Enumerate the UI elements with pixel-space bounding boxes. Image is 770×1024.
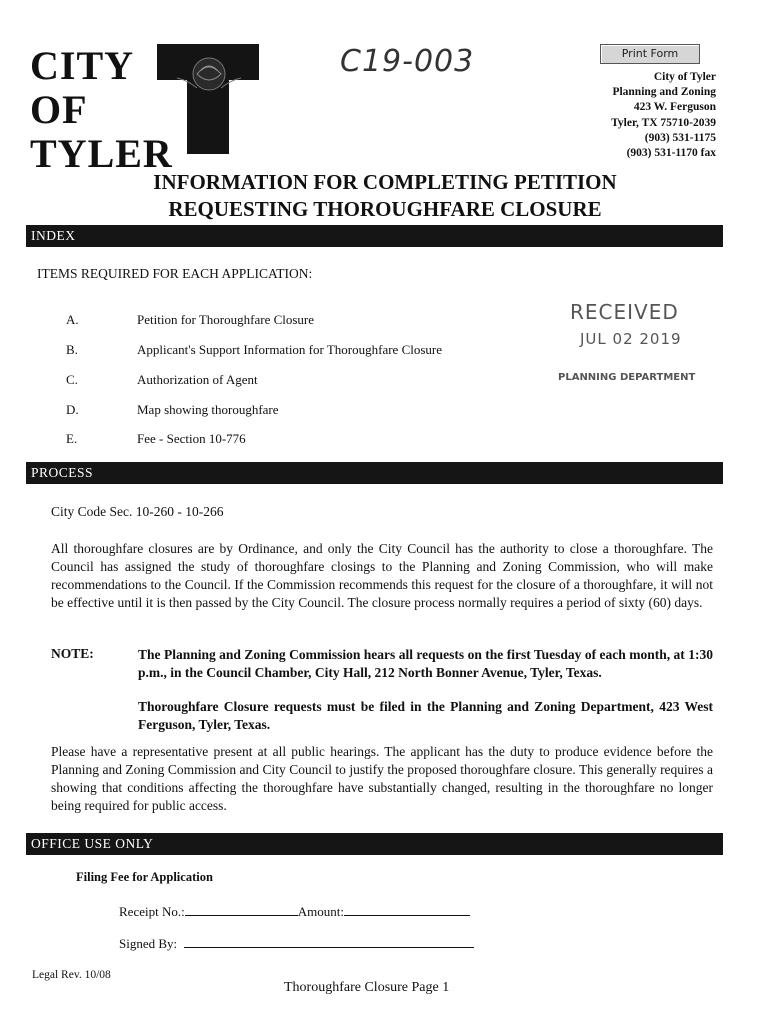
city-address-block: [611, 70, 716, 161]
tyler-word: TYLER: [30, 131, 173, 176]
address-line: (903) 531-1175: [644, 131, 716, 144]
city-word: CITY: [30, 43, 135, 88]
note-filing-location: Thoroughfare Closure requests must be filed in the Planning and Zoning Department, 423 West Ferguson, Tyler, Texas.: [138, 699, 713, 732]
signed-by-label: Signed By:: [119, 936, 178, 951]
item-letter: E.: [66, 431, 78, 446]
receipt-row: [119, 902, 470, 921]
item-text: Fee - Section 10-776: [137, 431, 246, 446]
signed-row: [119, 934, 474, 953]
filing-fee-heading: Filing Fee for Application: [76, 870, 213, 884]
page-footer: Thoroughfare Closure Page 1: [284, 980, 450, 995]
legal-revision: Legal Rev. 10/08: [32, 969, 111, 981]
city-t-rose-logo: [157, 44, 259, 154]
handwritten-case-number: C19-003: [340, 44, 475, 79]
process-section-bar: PROCESS: [26, 462, 723, 484]
city-code-reference: City Code Sec. 10-260 - 10-266: [51, 504, 224, 519]
received-stamp-date: JUL 02 2019: [580, 330, 682, 348]
receipt-label: Receipt No.:: [119, 904, 185, 919]
print-form-button[interactable]: Print Form: [600, 44, 700, 64]
address-line: 423 W. Ferguson: [633, 101, 716, 114]
address-line: (903) 531-1170 fax: [626, 147, 716, 160]
amount-label: Amount:: [297, 904, 344, 919]
amount-field[interactable]: [344, 902, 470, 916]
items-required-heading: ITEMS REQUIRED FOR EACH APPLICATION:: [37, 266, 313, 281]
of-word: OF: [30, 87, 88, 132]
item-text: Applicant's Support Information for Thoroughfare Closure: [137, 342, 443, 357]
signed-by-field[interactable]: [184, 934, 474, 948]
office-use-section-bar: OFFICE USE ONLY: [26, 833, 723, 855]
address-line: Planning and Zoning: [612, 86, 716, 99]
address-line: City of Tyler: [653, 71, 716, 83]
item-letter: B.: [66, 342, 78, 357]
item-text: Map showing thoroughfare: [137, 402, 279, 417]
item-letter: A.: [66, 312, 79, 327]
item-text: Authorization of Agent: [137, 372, 258, 387]
process-paragraph-2: Please have a representative present at all public hearings. The applicant has the duty to produce evidence before the Planning and Zoning Commission and City Council to justify the proposed thoroughfare closure. This generally requires a showing that conditions affecting the thoroughfare have substantially changed, resulting in the thoroughfare no longer being required for public access.: [51, 744, 713, 813]
item-letter: C.: [66, 372, 78, 387]
process-paragraph-1: All thoroughfare closures are by Ordinance, and only the City Council has the authority to close a thoroughfare. The Council has assigned the study of thoroughfare closings to the Planning and Zoning Commission, who will make recommendations to the Council. If the Commission recommends this request for the closure of a thoroughfare, it will not be effective until it is then passed by the City Council. The closure process normally requires a period of sixty (60) days.: [51, 541, 713, 610]
document-title-line-2: REQUESTING THOROUGHFARE CLOSURE: [168, 197, 602, 221]
note-meeting-schedule: The Planning and Zoning Commission hears all requests on the first Tuesday of each month, at 1:30 p.m., in the Council Chamber, City Hall, 212 North Bonner Avenue, Tyler, Texas.: [138, 647, 713, 680]
index-section-bar: INDEX: [26, 225, 723, 247]
received-stamp-department: PLANNING DEPARTMENT: [558, 372, 696, 383]
received-stamp: RECEIVED: [570, 300, 679, 324]
document-title-line-1: INFORMATION FOR COMPLETING PETITION: [153, 170, 617, 194]
address-line: Tyler, TX 75710-2039: [611, 116, 716, 129]
item-text: Petition for Thoroughfare Closure: [137, 312, 315, 327]
receipt-number-field[interactable]: [185, 902, 298, 916]
item-letter: D.: [66, 402, 79, 417]
note-label: NOTE:: [51, 646, 94, 661]
